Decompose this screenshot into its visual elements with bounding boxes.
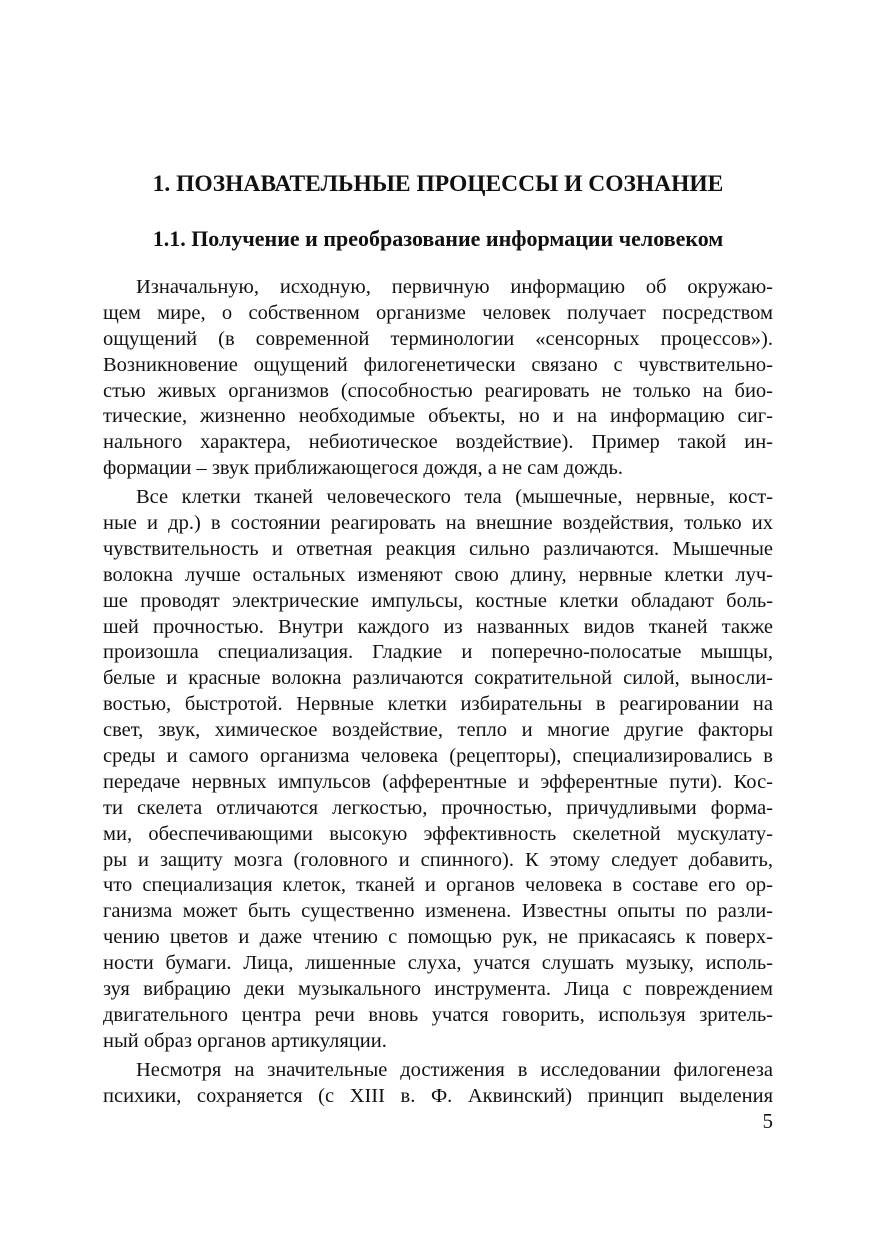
page-number: 5 — [762, 1109, 773, 1133]
text-line: ные и др.) в состоянии реагировать на внешние воздействия, только их — [103, 512, 773, 535]
section-title: 1.1. Получение и преобразование информации человеком — [152, 226, 724, 251]
paragraph — [103, 485, 773, 1055]
text-line: ощущений (в современной терминологии «сенсорных процессов»). — [103, 327, 773, 350]
chapter-title: 1. ПОЗНАВАТЕЛЬНЫЕ ПРОЦЕССЫ И СОЗНАНИЕ — [152, 171, 724, 197]
text-line: передаче нервных импульсов (афферентные и эфферентные пути). Кос- — [103, 770, 773, 793]
text-line: двигательного центра речи вновь учатся говорить, используя зритель- — [103, 1003, 773, 1026]
text-line: волокна лучше остальных изменяют свою длину, нервные клетки луч- — [103, 563, 773, 586]
text-line: ти скелета отличаются легкостью, прочностью, причудливыми форма- — [103, 796, 773, 819]
text-line: зуя вибрацию деки музыкального инструмента. Лица с повреждением — [103, 978, 773, 1001]
text-line: шей прочностью. Внутри каждого из названных видов тканей также — [103, 615, 773, 638]
text-line: стью живых организмов (способностью реагировать не только на био- — [103, 379, 773, 402]
text-line: ры и защиту мозга (головного и спинного). К этому следует добавить, — [103, 848, 773, 871]
body-text — [103, 275, 773, 1110]
text-line: нального характера, небиотическое воздействие). Пример такой ин- — [103, 431, 773, 454]
text-line: Возникновение ощущений филогенетически связано с чувствительно- — [103, 353, 773, 376]
text-line: ный образ органов артикуляции. — [103, 1029, 387, 1052]
paragraph — [103, 1058, 773, 1110]
paragraph — [103, 275, 773, 482]
text-line: что специализация клеток, тканей и органов человека в составе его ор- — [103, 874, 773, 897]
text-line: ганизма может быть существенно изменена. Известны опыты по разли- — [103, 900, 773, 923]
text-line: Несмотря на значительные достижения в исследовании филогенеза — [136, 1058, 773, 1081]
text-line: тические, жизненно необходимые объекты, но и на информацию сиг- — [103, 405, 773, 428]
text-line: чувствительность и ответная реакция сильно различаются. Мышечные — [103, 537, 773, 560]
page — [103, 0, 773, 1240]
text-line: чению цветов и даже чтению с помощью рук, не прикасаясь к поверх- — [103, 926, 773, 949]
text-line: Изначальную, исходную, первичную информацию об окружаю- — [136, 276, 773, 298]
text-line: формации – звук приближающегося дождя, а не сам дождь. — [103, 457, 623, 480]
text-line: свет, звук, химическое воздействие, тепло и многие другие факторы — [103, 719, 773, 742]
text-line: востью, быстротой. Нервные клетки избирательны в реагировании на — [103, 693, 773, 716]
text-line: ми, обеспечивающими высокую эффективность скелетной мускулату- — [103, 822, 773, 845]
text-line: произошла специализация. Гладкие и поперечно-полосатые мышцы, — [103, 641, 773, 664]
text-line: ше проводят электрические импульсы, костные клетки обладают боль- — [103, 589, 773, 612]
text-line: Все клетки тканей человеческого тела (мышечные, нервные, кост- — [136, 486, 773, 509]
text-line: ности бумаги. Лица, лишенные слуха, учатся слушать музыку, исполь- — [103, 952, 773, 975]
text-line: щем мире, о собственном организме человек получает посредством — [103, 301, 773, 324]
text-line: белые и красные волокна различаются сократительной силой, выносли- — [103, 667, 773, 690]
text-line: среды и самого организма человека (рецепторы), специализировались в — [103, 745, 773, 768]
text-line: психики, сохраняется (с XIII в. Ф. Аквинский) принцип выделения — [103, 1084, 773, 1107]
